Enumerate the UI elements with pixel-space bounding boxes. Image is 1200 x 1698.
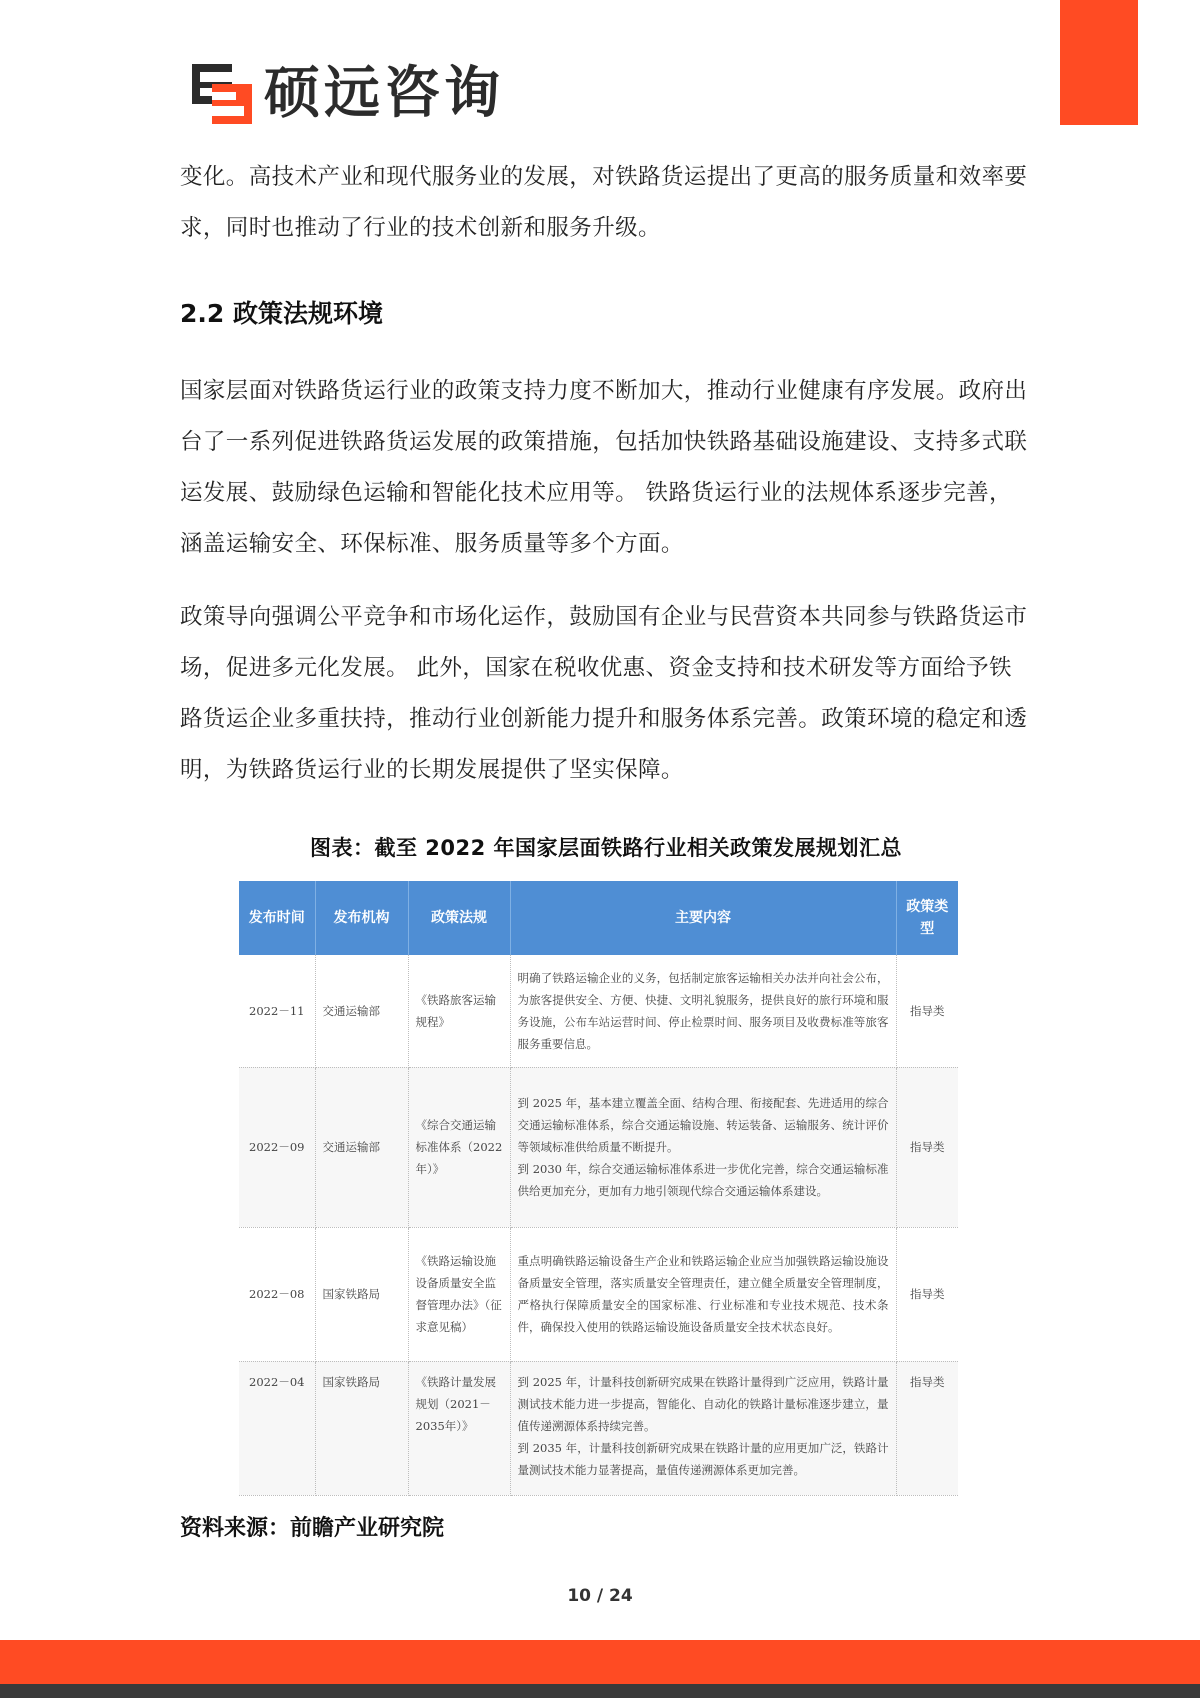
footer-dark-strip <box>0 1684 1200 1698</box>
cell-agency: 交通运输部 <box>315 955 408 1067</box>
cell-date: 2022－08 <box>239 1227 315 1361</box>
cell-type: 指导类 <box>896 1227 958 1361</box>
corner-accent-tab <box>1060 0 1138 125</box>
cell-date: 2022－09 <box>239 1067 315 1227</box>
policy-table-figure <box>239 881 958 1496</box>
cell-agency: 国家铁路局 <box>315 1227 408 1361</box>
column-header-content: 主要内容 <box>510 881 896 955</box>
table-row <box>239 1361 958 1495</box>
cell-agency: 国家铁路局 <box>315 1361 408 1495</box>
footer-accent-band <box>0 1640 1200 1684</box>
chart-title: 图表：截至 2022 年国家层面铁路行业相关政策发展规划汇总 <box>309 836 903 860</box>
cell-content: 到 2025 年，计量科技创新研究成果在铁路计量得到广泛应用，铁路计量测试技术能力进一步提高，智能化、自动化的铁路计量标准逐步建立，量值传递溯源体系持续完善。 到 2035 年，计量科技创新研究成果在铁路计量的应用更加广泛，铁路计量测试技术能力显著提高，量值传递溯源体系更加完善。 <box>510 1361 896 1495</box>
column-header-agency: 发布机构 <box>315 881 408 955</box>
policy-table <box>239 881 958 1496</box>
cell-agency: 交通运输部 <box>315 1067 408 1227</box>
paragraph: 国家层面对铁路货运行业的政策支持力度不断加大，推动行业健康有序发展。政府出台了一系列促进铁路货运发展的政策措施，包括加快铁路基础设施建设、支持多式联运发展、鼓励绿色运输和智能化技术应用等。 铁路货运行业的法规体系逐步完善，涵盖运输安全、环保标准、服务质量等多个方面。 <box>180 378 1028 557</box>
cell-policy: 《综合交通运输标准体系（2022年）》 <box>408 1067 510 1227</box>
section-heading: 2.2 政策法规环境 <box>180 299 383 328</box>
cell-policy: 《铁路运输设施设备质量安全监督管理办法》（征求意见稿） <box>408 1227 510 1361</box>
source-note: 资料来源：前瞻产业研究院 <box>180 1516 445 1541</box>
brand-logo-icon <box>192 64 252 124</box>
cell-content: 明确了铁路运输企业的义务，包括制定旅客运输相关办法并向社会公布，为旅客提供安全、方便、快捷、文明礼貌服务，提供良好的旅行环境和服务设施，公布车站运营时间、停止检票时间、服务项目及收费标准等旅客服务重要信息。 <box>510 955 896 1067</box>
cell-date: 2022－11 <box>239 955 315 1067</box>
document-body <box>180 152 1030 796</box>
cell-content: 到 2025 年，基本建立覆盖全面、结构合理、衔接配套、先进适用的综合交通运输标准体系，综合交通运输设施、转运装备、运输服务、统计评价等领域标准供给质量不断提升。 到 2030 年，综合交通运输标准体系进一步优化完善，综合交通运输标准供给更加充分，更加有力地引领现代综合交通运输体系建设。 <box>510 1067 896 1227</box>
cell-type: 指导类 <box>896 1361 958 1495</box>
cell-type: 指导类 <box>896 955 958 1067</box>
table-row <box>239 955 958 1067</box>
column-header-date: 发布时间 <box>239 881 315 955</box>
table-header-row <box>239 881 958 955</box>
cell-policy: 《铁路计量发展规划（2021－2035年）》 <box>408 1361 510 1495</box>
column-header-type: 政策类型 <box>896 881 958 955</box>
page-number: 10 / 24 <box>567 1586 633 1606</box>
table-row <box>239 1227 958 1361</box>
cell-policy: 《铁路旅客运输规程》 <box>408 955 510 1067</box>
brand-name: 硕远咨询 <box>264 61 504 126</box>
cell-type: 指导类 <box>896 1067 958 1227</box>
paragraph: 政策导向强调公平竞争和市场化运作，鼓励国有企业与民营资本共同参与铁路货运市场，促进多元化发展。 此外，国家在税收优惠、资金支持和技术研发等方面给予铁路货运企业多重扶持，推动行业创新能力提升和服务体系完善。政策环境的稳定和透明，为铁路货运行业的长期发展提供了坚实保障。 <box>180 604 1028 783</box>
cell-date: 2022－04 <box>239 1361 315 1495</box>
table-row <box>239 1067 958 1227</box>
paragraph: 变化。高技术产业和现代服务业的发展，对铁路货运提出了更高的服务质量和效率要求，同时也推动了行业的技术创新和服务升级。 <box>180 164 1028 241</box>
brand-logo <box>192 61 504 126</box>
column-header-policy: 政策法规 <box>408 881 510 955</box>
cell-content: 重点明确铁路运输设备生产企业和铁路运输企业应当加强铁路运输设施设备质量安全管理，落实质量安全管理责任，建立健全质量安全管理制度，严格执行保障质量安全的国家标准、行业标准和专业技术规范、技术条件，确保投入使用的铁路运输设施设备质量安全技术状态良好。 <box>510 1227 896 1361</box>
